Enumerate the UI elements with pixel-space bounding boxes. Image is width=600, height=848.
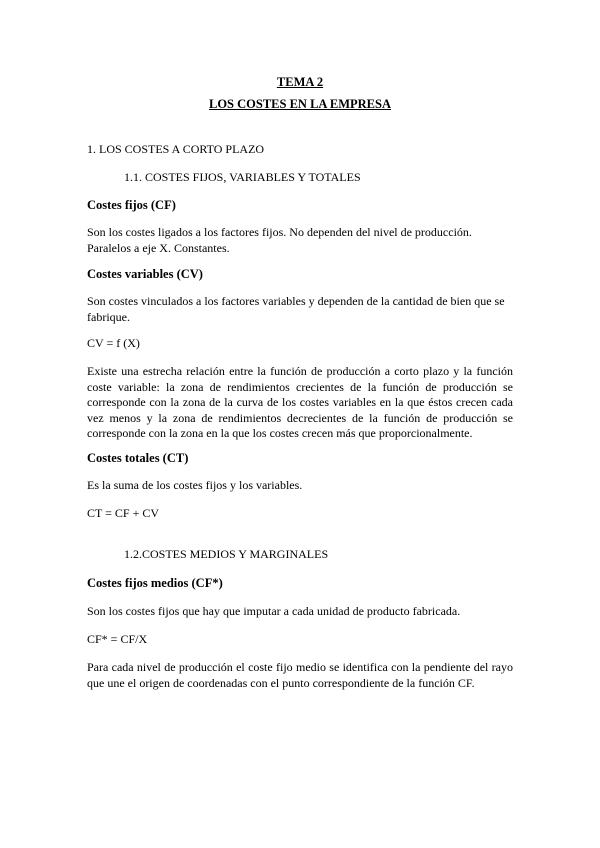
- heading-costes-variables: Costes variables (CV): [87, 267, 203, 281]
- paragraph-relacion-cf-medio: Para cada nivel de producción el coste fijo medio se identifica con la pendiente del rayo que une el origen de coordenadas con el punto correspondiente de la función CF.: [87, 660, 513, 690]
- subsection-heading-1-2: 1.2.COSTES MEDIOS Y MARGINALES: [124, 547, 329, 561]
- formula-cf-medio: CF* = CF/X: [87, 632, 148, 646]
- document-title: TEMA 2: [276, 75, 324, 89]
- heading-costes-totales: Costes totales (CT): [87, 451, 189, 465]
- paragraph-costes-fijos: Son los costes ligados a los factores fijos. No dependen del nivel de producción. Paralelos a eje X. Constantes.: [87, 225, 472, 255]
- section-heading-1: 1. LOS COSTES A CORTO PLAZO: [87, 142, 265, 156]
- formula-cv: CV = f (X): [87, 336, 140, 350]
- formula-ct: CT = CF + CV: [87, 506, 159, 520]
- subsection-heading-1-1: 1.1. COSTES FIJOS, VARIABLES Y TOTALES: [124, 170, 361, 184]
- paragraph-costes-variables: Son costes vinculados a los factores variables y dependen de la cantidad de bien que se fabrique.: [87, 294, 505, 324]
- heading-costes-fijos: Costes fijos (CF): [87, 198, 176, 212]
- paragraph-costes-totales: Es la suma de los costes fijos y los variables.: [87, 478, 303, 492]
- document-subtitle: LOS COSTES EN LA EMPRESA: [209, 97, 391, 111]
- heading-costes-fijos-medios: Costes fijos medios (CF*): [87, 576, 223, 590]
- paragraph-relacion-cv: Existe una estrecha relación entre la función de producción a corto plazo y la función coste variable: la zona de rendimientos crecientes de la función de producción se corresponde con la zona de la curva de los costes variables en la que éstos crecen cada vez menos y la zona de rendimientos decrecientes de la función de producción se corresponde con la zona en la que los costes crecen más que proporcionalmente.: [87, 364, 513, 440]
- paragraph-costes-fijos-medios: Son los costes fijos que hay que imputar a cada unidad de producto fabricada.: [87, 604, 461, 618]
